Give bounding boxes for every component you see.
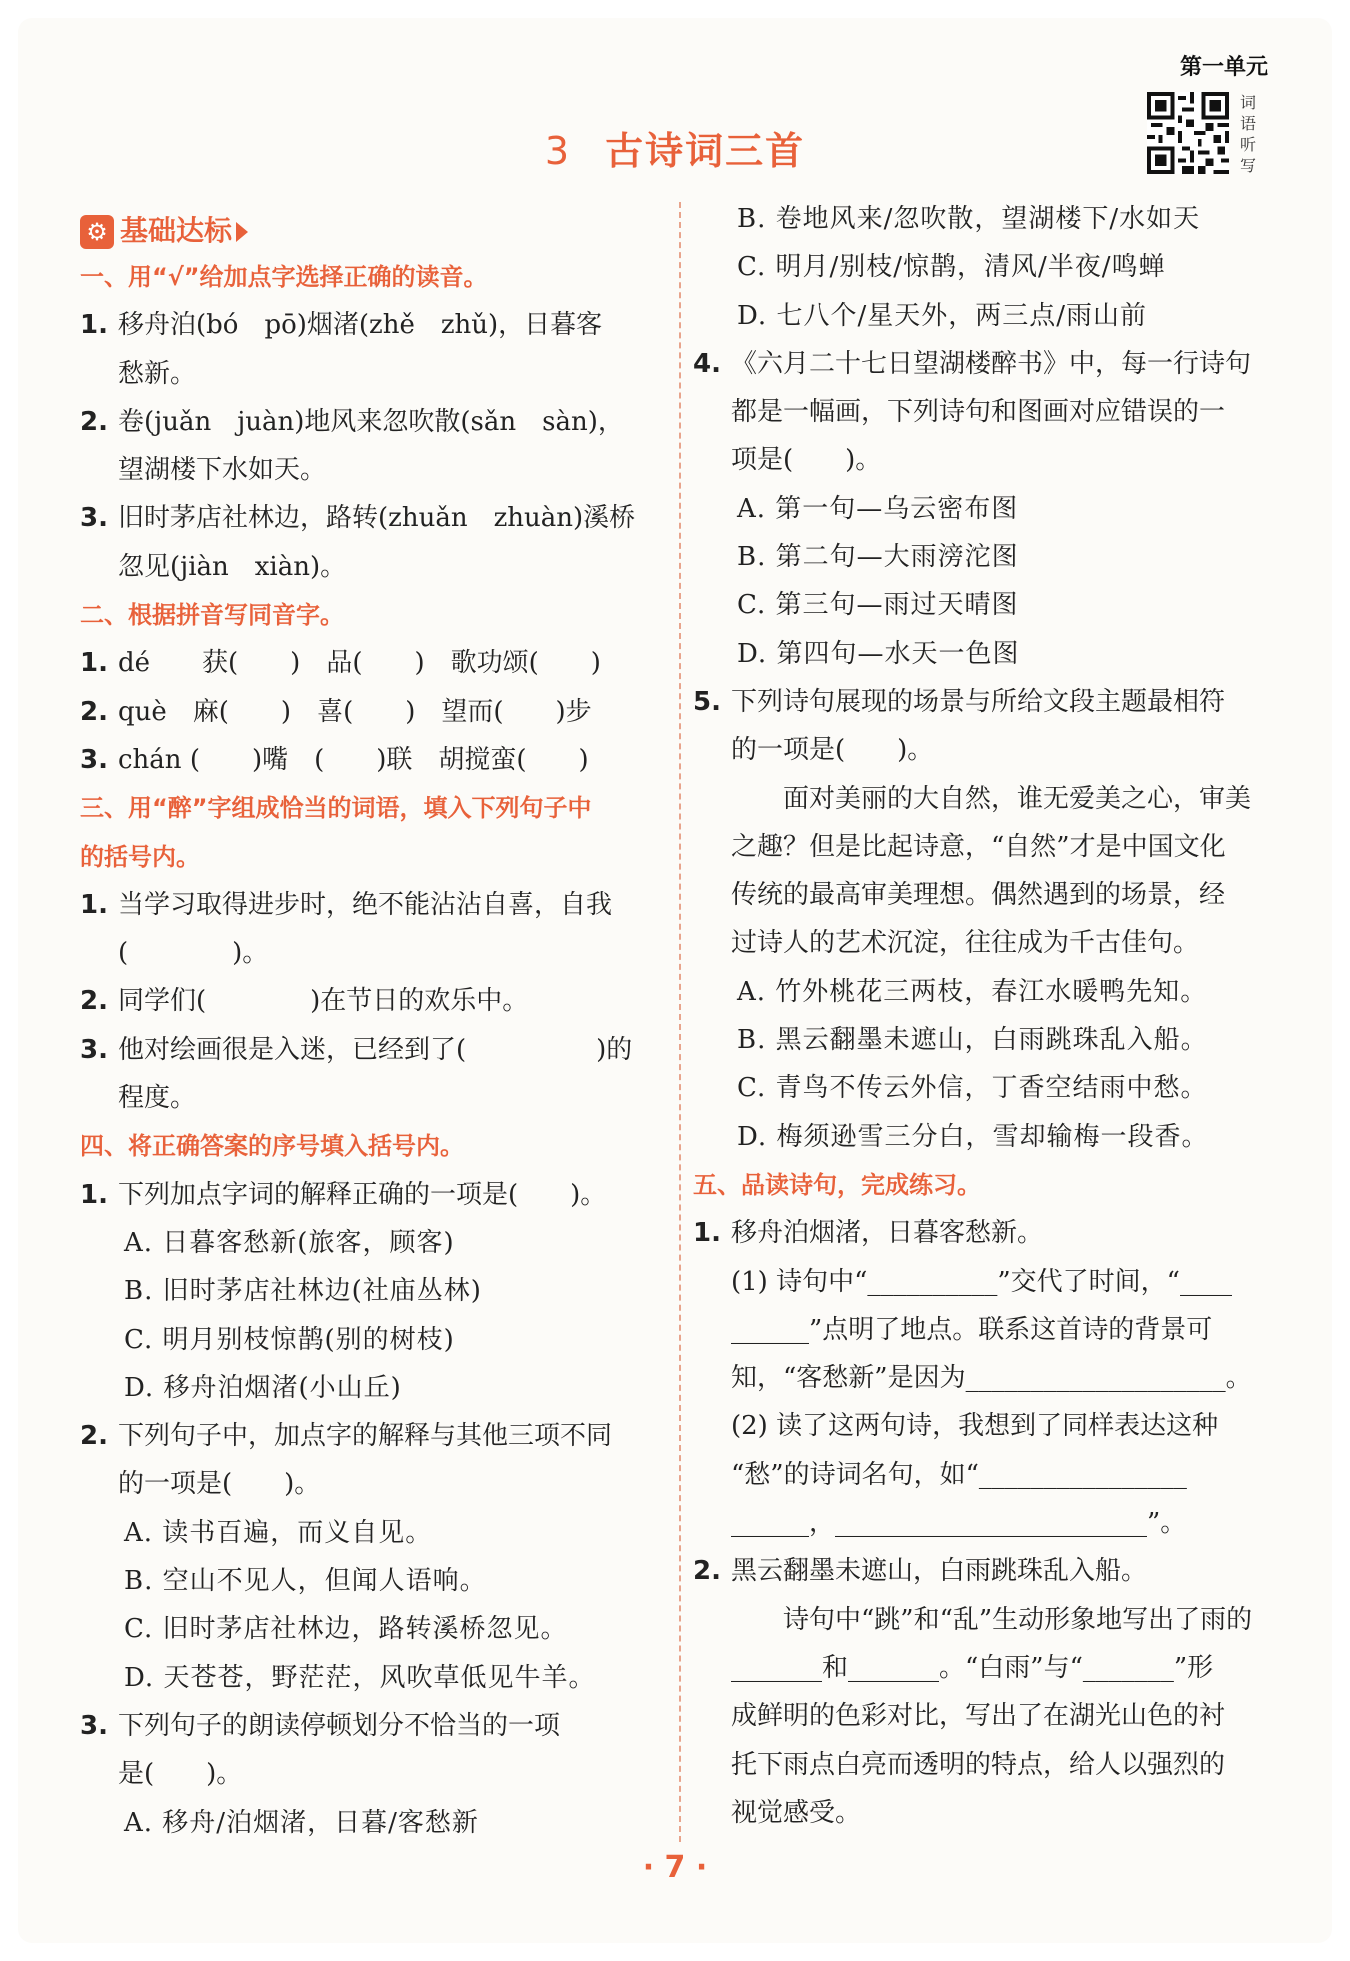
passage-line: 面对美丽的大自然，谁无爱美之心，审美 <box>783 783 1252 814</box>
question-number: 2. <box>80 1421 108 1452</box>
question-number: 3. <box>80 1034 108 1065</box>
question-line <box>80 639 680 687</box>
question-text: 移舟泊(bó pō)烟渚(zhě zhǔ)，日暮客 <box>118 310 603 341</box>
question-line <box>693 340 1283 388</box>
answer-option: D. 七八个/星天外，两三点/雨山前 <box>737 300 1147 331</box>
question-number: 2. <box>80 696 108 727</box>
page-number: · 7 · <box>642 1850 708 1885</box>
answer-option: A. 日暮客愁新(旅客，顾客) <box>124 1227 455 1258</box>
lesson-number: 3 <box>544 129 572 173</box>
continuation-line: 都是一幅画，下列诗句和图画对应错误的一 <box>731 397 1226 428</box>
left-column <box>80 205 680 1847</box>
question-text: dé 获( ) 品( ) 歌功颂( ) <box>118 648 601 679</box>
continuation-line: 之趣？但是比起诗意，“自然”才是中国文化 <box>731 831 1226 862</box>
passage-line: 诗句中“跳”和“乱”生动形象地写出了雨的 <box>783 1604 1253 1635</box>
question-line <box>80 688 680 736</box>
question-text: chán ( )嘴 ( )联 胡搅蛮( ) <box>118 744 589 775</box>
question-number: 1. <box>80 310 108 341</box>
question-number: 1. <box>80 1179 108 1210</box>
continuation-line: 忽见(jiàn xiàn)。 <box>118 551 347 582</box>
continuation-line: 的一项是( )。 <box>118 1469 321 1500</box>
answer-option: D. 天苍苍，野茫茫，风吹草低见牛羊。 <box>124 1662 596 1693</box>
continuation-line: 传统的最高审美理想。偶然遇到的场景，经 <box>731 880 1226 911</box>
continuation-line: ______，________________________”。 <box>731 1508 1187 1539</box>
question-text: 卷(juǎn juàn)地风来忽吹散(sǎn sàn)， <box>118 406 624 437</box>
continuation-line: 知，“客愁新”是因为____________________。 <box>731 1363 1252 1394</box>
answer-option: D. 第四句—水天一色图 <box>737 638 1020 669</box>
qr-code-label: 词语听写 <box>1240 93 1257 175</box>
answer-option: C. 旧时茅店社林边，路转溪桥忽见。 <box>124 1614 568 1645</box>
continuation-line: ( )。 <box>118 938 269 969</box>
question-number: 2. <box>80 986 108 1017</box>
answer-option: A. 第一句—乌云密布图 <box>737 493 1019 524</box>
question-line <box>80 881 680 929</box>
question-line <box>80 1412 680 1460</box>
question-number: 2. <box>80 406 108 437</box>
continuation-line: 托下雨点白亮而透明的特点，给人以强烈的 <box>731 1749 1226 1780</box>
question-text: 移舟泊烟渚，日暮客愁新。 <box>731 1218 1044 1249</box>
answer-option: B. 旧时茅店社林边(社庙丛林) <box>124 1276 482 1307</box>
left-column-lines <box>80 253 680 1847</box>
continuation-line: 愁新。 <box>118 358 197 389</box>
continuation-line: 过诗人的艺术沉淀，往往成为千古佳句。 <box>731 928 1200 959</box>
gear-icon: ⚙ <box>80 215 114 249</box>
answer-option: B. 黑云翻墨未遮山，白雨跳珠乱入船。 <box>737 1025 1208 1056</box>
section-heading: 四、将正确答案的序号填入括号内。 <box>80 1132 464 1161</box>
question-text: 旧时茅店社林边，路转(zhuǎn zhuàn)溪桥 <box>118 503 636 534</box>
question-line <box>80 1702 680 1750</box>
question-line <box>80 977 680 1025</box>
section-heading: 一、用“√”给加点字选择正确的读音。 <box>80 263 488 291</box>
right-column-lines <box>693 195 1283 1837</box>
continuation-line: 视觉感受。 <box>731 1797 862 1828</box>
question-number: 3. <box>80 1710 108 1741</box>
continuation-line: 成鲜明的色彩对比，写出了在湖光山色的衬 <box>731 1701 1226 1732</box>
answer-option: D. 梅须逊雪三分白，雪却输梅一段香。 <box>737 1121 1209 1152</box>
question-line <box>693 678 1283 726</box>
section-badge-label: 基础达标 <box>120 214 233 247</box>
question-line <box>80 1171 680 1219</box>
section-heading: 三、用“醉”字组成恰当的词语，填入下列句子中 <box>80 794 592 823</box>
lesson-title <box>0 120 1350 175</box>
continuation-line: 的一项是( )。 <box>731 735 934 766</box>
question-line <box>80 398 680 446</box>
continuation-line: (2) 读了这两句诗，我想到了同样表达这种 <box>731 1411 1219 1442</box>
answer-option: C. 明月/别枝/惊鹊，清风/半夜/鸣蝉 <box>737 252 1166 283</box>
answer-option: B. 第二句—大雨滂沱图 <box>737 542 1019 573</box>
question-number: 3. <box>80 744 108 775</box>
question-line <box>80 494 680 542</box>
question-line <box>80 1026 680 1074</box>
continuation-line: ______”点明了地点。联系这首诗的背景可 <box>731 1314 1213 1345</box>
answer-option: C. 青鸟不传云外信，丁香空结雨中愁。 <box>737 1073 1208 1104</box>
question-text: 下列诗句展现的场景与所给文段主题最相符 <box>731 686 1226 717</box>
question-number: 1. <box>80 889 108 920</box>
section-heading: 五、品读诗句，完成练习。 <box>693 1170 981 1199</box>
question-text: 黑云翻墨未遮山，白雨跳珠乱入船。 <box>731 1556 1148 1587</box>
answer-option: D. 移舟泊烟渚(小山丘) <box>124 1372 402 1403</box>
question-text: 下列句子的朗读停顿划分不恰当的一项 <box>118 1710 561 1741</box>
question-line <box>693 1547 1283 1595</box>
question-text: 他对绘画很是入迷，已经到了( )的 <box>118 1034 633 1065</box>
question-number: 2. <box>693 1556 721 1587</box>
continuation-line: 项是( )。 <box>731 445 882 476</box>
question-number: 5. <box>693 686 721 717</box>
continuation-line: “愁”的诗词名句，如“________________ <box>731 1459 1187 1490</box>
answer-option: B. 空山不见人，但闻人语响。 <box>124 1566 487 1597</box>
continuation-line: 望湖楼下水如天。 <box>118 455 327 486</box>
section-heading: 的括号内。 <box>80 842 200 871</box>
continuation-line: 程度。 <box>118 1083 197 1114</box>
question-number: 3. <box>80 503 108 534</box>
question-text: 《六月二十七日望湖楼醉书》中，每一行诗句 <box>731 348 1252 379</box>
continuation-line: (1) 诗句中“__________”交代了时间，“____ <box>731 1266 1232 1297</box>
question-line <box>693 1209 1283 1257</box>
question-line <box>80 736 680 784</box>
unit-label: 第一单元 <box>1179 55 1268 80</box>
section-heading: 二、根据拼音写同音字。 <box>80 601 344 630</box>
question-text: 当学习取得进步时，绝不能沾沾自喜，自我 <box>118 889 613 920</box>
question-text: 同学们( )在节日的欢乐中。 <box>118 986 529 1017</box>
answer-option: C. 明月别枝惊鹊(别的树枝) <box>124 1324 455 1355</box>
answer-option: B. 卷地风来/忽吹散，望湖楼下/水如天 <box>737 204 1201 234</box>
question-text: què 麻( ) 喜( ) 望而( )步 <box>118 696 592 727</box>
question-line <box>80 301 680 349</box>
continuation-line: _______和_______。“白雨”与“_______”形 <box>731 1652 1214 1683</box>
arrow-right-icon <box>236 222 248 242</box>
question-text: 下列加点字词的解释正确的一项是( )。 <box>118 1179 607 1210</box>
question-number: 4. <box>693 348 721 379</box>
answer-option: A. 读书百遍，而义自见。 <box>124 1517 433 1548</box>
answer-option: C. 第三句—雨过天晴图 <box>737 590 1019 621</box>
lesson-title-text: 古诗词三首 <box>605 129 806 173</box>
answer-option: A. 移舟/泊烟渚，日暮/客愁新 <box>124 1807 479 1838</box>
right-column <box>693 195 1283 1837</box>
section-badge <box>80 209 248 249</box>
question-text: 下列句子中，加点字的解释与其他三项不同 <box>118 1421 613 1452</box>
answer-option: A. 竹外桃花三两枝，春江水暖鸭先知。 <box>737 976 1208 1007</box>
question-number: 1. <box>80 648 108 679</box>
continuation-line: 是( )。 <box>118 1759 243 1790</box>
question-number: 1. <box>693 1218 721 1249</box>
